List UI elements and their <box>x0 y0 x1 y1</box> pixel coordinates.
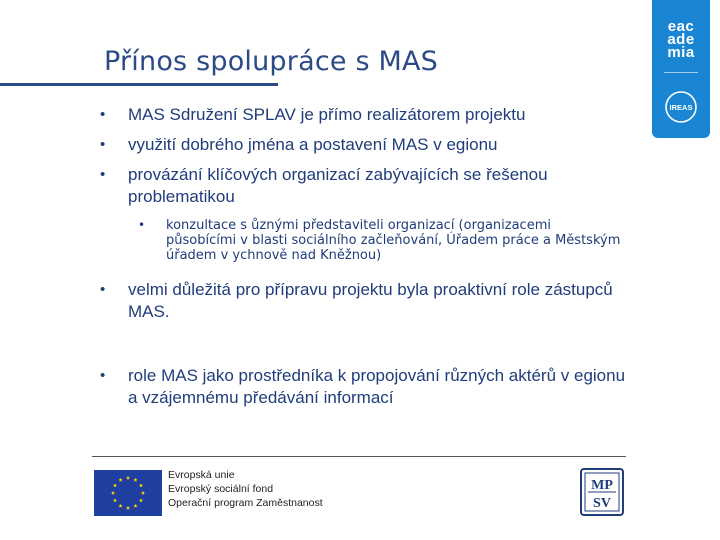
slide-title: Přínos spolupráce s MAS <box>104 46 439 77</box>
brand-line-3: mia <box>667 44 695 61</box>
brand-separator <box>664 72 698 73</box>
bullet-marker: • <box>100 106 106 123</box>
brand-line-1: eac <box>667 18 695 35</box>
bullet-item-3 <box>100 164 588 208</box>
bullet-text: velmi důležitá pro přípravu projektu byla proaktivní role zástupců MAS. <box>128 280 613 321</box>
bullet-item-2 <box>100 134 640 156</box>
ireas-logo-icon <box>664 90 698 124</box>
sub-bullet-text: konzultace s ůznými představiteli organizací (organizacemi působícími v blasti sociálního začleňování, Úřadem práce a Městským úřadem v ychnově nad Kněžnou) <box>166 218 621 263</box>
eu-line-1: Evropská unie <box>168 469 235 481</box>
mpsv-logo-icon <box>580 468 624 516</box>
eu-line-2: Evropský sociální fond <box>168 483 274 495</box>
title-underline <box>0 83 278 86</box>
sub-bullet-item-1 <box>138 218 622 263</box>
bullet-text: role MAS jako prostředníka k propojování různých aktérů v egionu a vzájemnému předávání informací <box>128 366 626 407</box>
eu-flag-icon <box>94 470 162 516</box>
bullet-text: využití dobrého jména a postavení MAS v egionu <box>128 135 498 154</box>
eu-line-3: Operační program Zaměstnanost <box>168 497 323 509</box>
bullet-item-5 <box>100 365 628 409</box>
bullet-item-4 <box>100 279 628 323</box>
bullet-text: MAS Sdružení SPLAV je přímo realizátorem projektu <box>128 105 526 124</box>
bullet-marker: • <box>100 367 106 384</box>
footer-divider <box>92 456 626 457</box>
svg-text:MP: MP <box>591 478 613 493</box>
eu-funding-text <box>168 468 323 510</box>
brand-line-2: ade <box>667 31 695 48</box>
sub-bullet-marker: • <box>138 218 146 232</box>
bullet-marker: • <box>100 281 106 298</box>
svg-text:SV: SV <box>593 496 611 511</box>
bullet-marker: • <box>100 166 106 183</box>
ireas-label: IREAS <box>669 103 693 112</box>
bullet-item-1 <box>100 104 640 126</box>
bullet-list <box>100 104 640 409</box>
bullet-marker: • <box>100 136 106 153</box>
eacademia-brand-strip <box>652 0 710 138</box>
bullet-text: provázání klíčových organizací zabývajících se řešenou problematikou <box>128 165 548 206</box>
